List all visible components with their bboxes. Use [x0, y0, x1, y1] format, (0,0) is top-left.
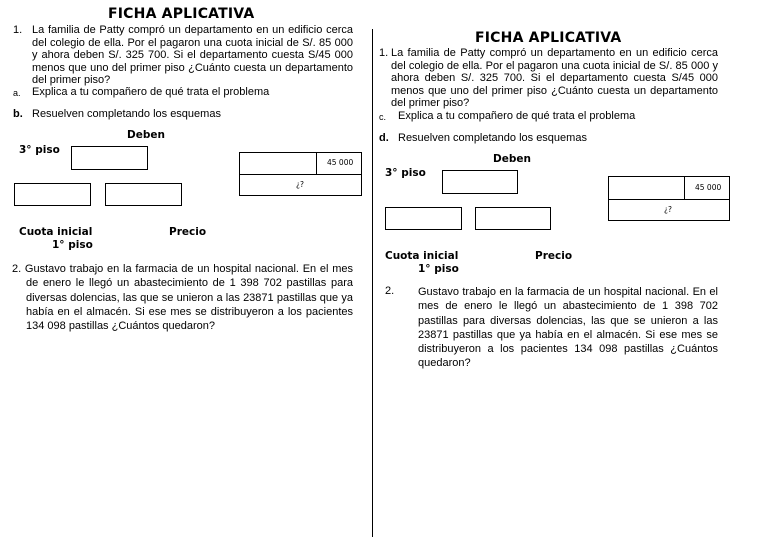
left-piso1-label: 1° piso — [52, 239, 93, 251]
left-precio-label: Precio — [169, 226, 207, 238]
left-deben-box[interactable] — [71, 146, 148, 170]
right-q2-number: 2. — [385, 285, 395, 297]
right-c-text: Explica a tu compañero de qué trata el problema — [398, 110, 636, 122]
right-table-value: 45 000 — [695, 183, 722, 192]
right-cuota-box[interactable] — [385, 207, 462, 230]
right-scheme-table — [608, 176, 730, 221]
right-q2-text: Gustavo trabajo en la farmacia de un hospital nacional. En el mes de enero le llegó un abastecimiento de 1 398 702 pastillas para diversas dolencias, las que se unieron a las 23871 pastillas que ya había en el almacén. Si ese mes se distribuyeron a los pacientes 134 098 pastillas ¿Cuántos quedaron? — [418, 286, 718, 370]
left-q1-number: 1. — [13, 24, 23, 36]
right-q1-number: 1. — [379, 47, 389, 59]
left-b-text: Resuelven completando los esquemas — [32, 108, 221, 120]
left-cuota-box[interactable] — [14, 183, 91, 206]
right-precio-label: Precio — [535, 250, 573, 262]
left-scheme-table — [239, 152, 362, 196]
right-c-label: c. — [379, 112, 387, 122]
left-table-divider — [316, 153, 317, 174]
left-q1-text: La familia de Patty compró un departamento en un edificio cerca del colegio de ella. Por el pagaron una cuota inicial de S/. 85 000 y ahora deben S/. 325 700. Si el departamento cuesta S/45 000 menos que uno del primer piso ¿Cuánto cuesta un departamento del primer piso? — [32, 24, 353, 87]
right-precio-box[interactable] — [475, 207, 551, 230]
right-title: FICHA APLICATIVA — [475, 30, 622, 46]
column-divider — [372, 29, 373, 537]
right-table-divider — [684, 177, 685, 199]
left-piso3-label: 3° piso — [19, 144, 60, 156]
right-d-text: Resuelven completando los esquemas — [398, 132, 587, 144]
left-precio-box[interactable] — [105, 183, 182, 206]
left-cuota-label: Cuota inicial — [19, 226, 93, 238]
right-piso3-label: 3° piso — [385, 167, 426, 179]
left-q2-text — [12, 262, 353, 333]
right-deben-label: Deben — [493, 153, 531, 165]
left-a-text: Explica a tu compañero de qué trata el problema — [32, 86, 270, 98]
right-deben-box[interactable] — [442, 170, 518, 194]
right-piso1-label: 1° piso — [418, 263, 459, 275]
left-table-value: 45 000 — [327, 158, 354, 167]
left-b-label: b. — [13, 108, 23, 120]
left-q2-content: 2. Gustavo trabajo en la farmacia de un hospital nacional. En el mes de enero le llegó un abastecimiento de 1 398 702 pastillas para diversas dolencias, las que se unieron a las 23871 pastillas que ya había en el almacén. Si ese mes se distribuyeron a los pacientes 134 098 pastillas ¿Cuántos quedaron? — [12, 263, 353, 333]
left-a-label: a. — [13, 88, 21, 98]
right-d-label: d. — [379, 132, 389, 144]
right-q1-text: La familia de Patty compró un departamento en un edificio cerca del colegio de ella. Por el pagaron una cuota inicial de S/. 85 000 y ahora deben S/. 325 700. Si el departamento cuesta S/45 000 menos que uno del primer piso ¿Cuánto cuesta un departamento del primer piso? — [391, 47, 718, 110]
right-cuota-label: Cuota inicial — [385, 250, 459, 262]
left-deben-label: Deben — [127, 129, 165, 141]
left-table-question: ¿? — [296, 180, 304, 189]
right-table-question: ¿? — [664, 205, 672, 214]
left-title: FICHA APLICATIVA — [108, 6, 255, 22]
